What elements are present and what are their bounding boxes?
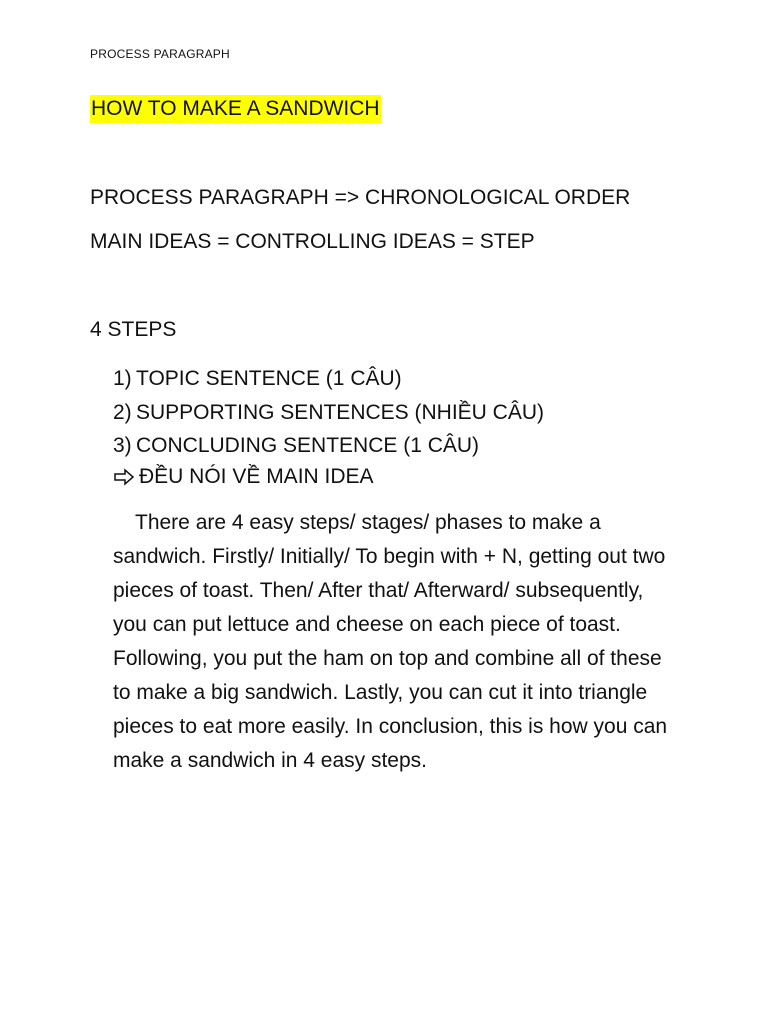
right-arrow-icon	[113, 467, 137, 487]
step-text: SUPPORTING SENTENCES (NHIỀU CÂU)	[136, 400, 544, 424]
body-paragraph	[113, 506, 678, 778]
page-header: PROCESS PARAGRAPH	[90, 47, 230, 61]
arrow-note	[113, 463, 374, 491]
steps-heading: 4 STEPS	[90, 318, 177, 341]
step-number: 3)	[113, 434, 132, 457]
paragraph-text: There are 4 easy steps/ stages/ phases to make a sandwich. Firstly/ Initially/ To begin with + N, getting out two pieces of toast. Then/ After that/ Afterward/ subsequently, you can put lettuce and cheese on each piece of toast. Following, you put the ham on top and combine all of these to make a big sandwich. Lastly, you can cut it into triangle pieces to eat more easily. In conclusion, this is how you can make a sandwich in 4 easy steps.	[113, 511, 668, 772]
step-text: TOPIC SENTENCE (1 CÂU)	[136, 367, 402, 390]
arrow-note-text: ĐỀU NÓI VỀ MAIN IDEA	[139, 465, 374, 488]
step-text: CONCLUDING SENTENCE (1 CÂU)	[136, 434, 480, 457]
chronological-order-line: PROCESS PARAGRAPH => CHRONOLOGICAL ORDER	[90, 186, 631, 209]
steps-list	[113, 362, 544, 463]
list-item	[113, 429, 544, 463]
list-item	[113, 362, 544, 396]
step-number: 2)	[113, 400, 132, 424]
list-item	[113, 396, 544, 430]
document-title: HOW TO MAKE A SANDWICH	[90, 95, 381, 123]
step-number: 1)	[113, 367, 132, 390]
main-ideas-line: MAIN IDEAS = CONTROLLING IDEAS = STEP	[90, 230, 535, 253]
